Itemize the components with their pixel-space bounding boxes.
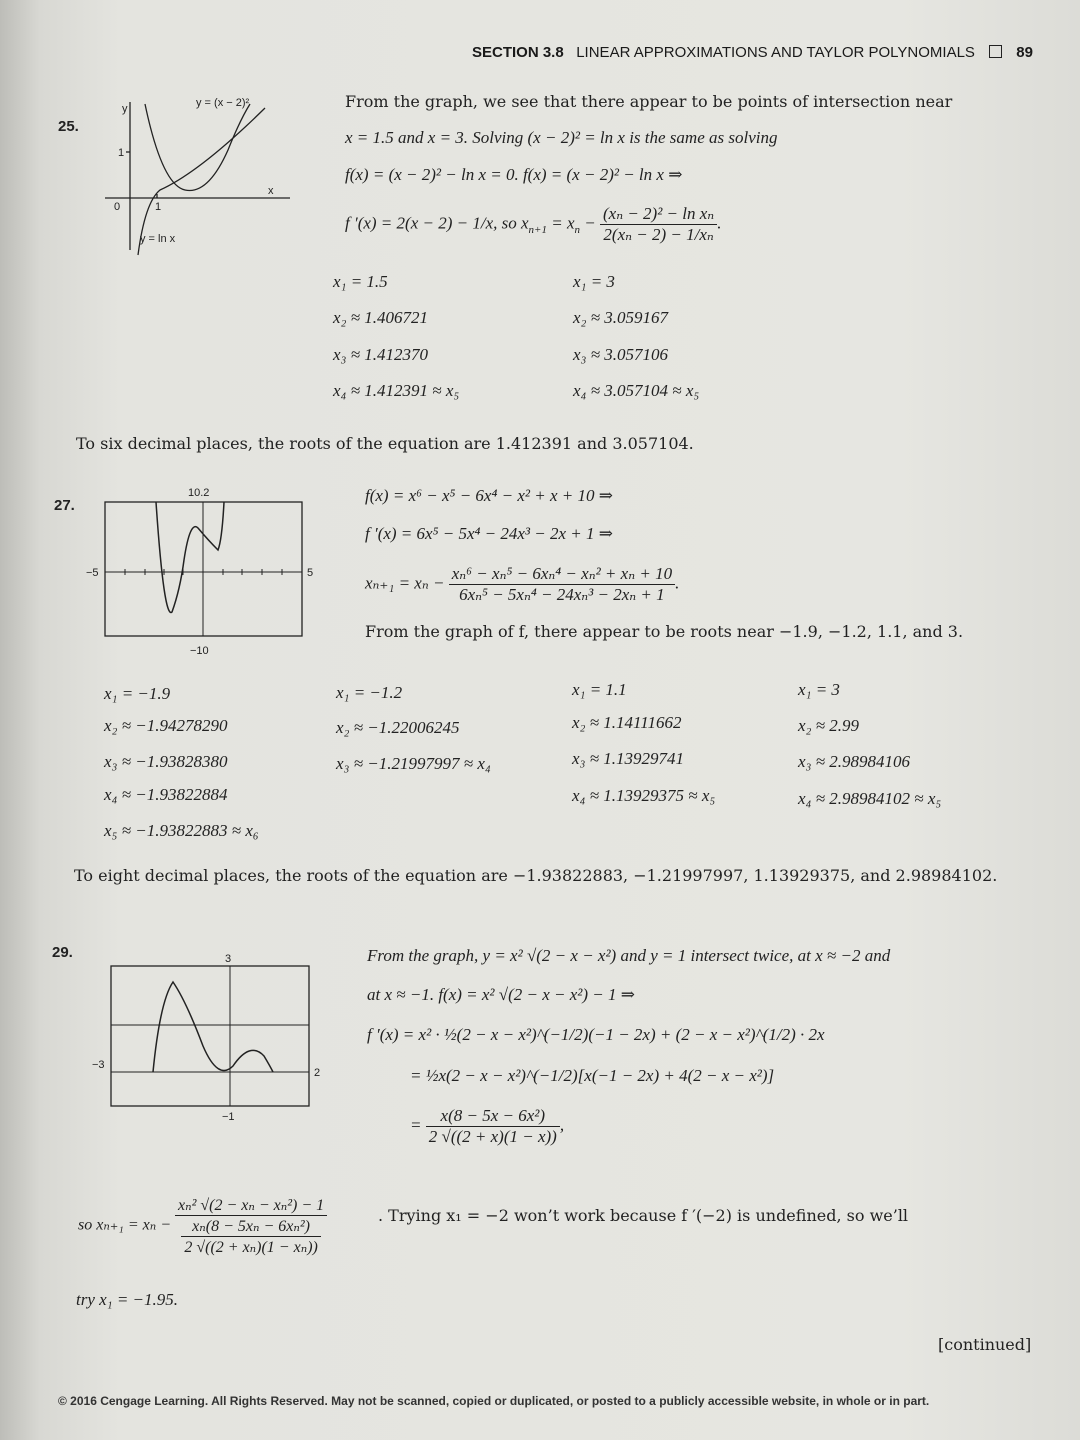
label-top: 3 [225, 953, 232, 965]
p29-newton-den [175, 1216, 327, 1257]
p27-frac-den: 6xₙ⁵ − 5xₙ⁴ − 24xₙ³ − 2xₙ + 1 [459, 585, 665, 604]
label-x-axis: x [268, 185, 274, 197]
p29-newton-num: xₙ² √(2 − xₙ − xₙ²) − 1 [175, 1195, 327, 1216]
label-one-y: 1 [118, 147, 125, 159]
p25-col2-r2: x₂ ≈ 3.059167 [573, 308, 669, 327]
p27-c1-r3: x₃ ≈ −1.93828380 [104, 752, 228, 771]
p29-fraction-inner [181, 1216, 321, 1257]
page-number: 89 [1016, 44, 1033, 61]
p27-eq3-lhs: xₙ₊₁ = xₙ − [365, 573, 445, 593]
p29-try-line: try x₁ = −1.95. [76, 1290, 179, 1309]
graph-29-frame [111, 966, 309, 1106]
p29-line4: = ½x(2 − x − x²)^(−1/2)[x(−1 − 2x) + 4(2 − x − x²)] [410, 1066, 775, 1085]
running-header [472, 44, 1033, 61]
p29-frac-den: 2 √((2 + x)(1 − x)) [428, 1127, 557, 1146]
p25-newton-c: − [580, 213, 596, 233]
problem-number-27: 27. [54, 497, 75, 514]
p25-frac-num: (xₙ − 2)² − ln xₙ [600, 204, 717, 225]
p29-newton [78, 1195, 327, 1257]
p29-fraction-outer [175, 1195, 327, 1257]
p27-c1-r1: x₁ = −1.9 [104, 684, 171, 703]
p27-c4-r4: x₄ ≈ 2.98984102 ≈ x₅ [798, 789, 942, 808]
p25-col2-r4: x₄ ≈ 3.057104 ≈ x₅ [573, 381, 700, 400]
problem-number-29: 29. [52, 944, 73, 961]
label-left: −3 [92, 1059, 105, 1071]
p29-newton-lhs: so xₙ₊₁ = xₙ − [78, 1216, 171, 1234]
p29-trying: . Trying x₁ = −2 won’t work because f ′(−2) is undefined, so we’ll [378, 1206, 909, 1225]
section-title: LINEAR APPROXIMATIONS AND TAYLOR POLYNOMIALS [576, 44, 975, 61]
p25-line3: f(x) = (x − 2)² − ln x = 0. f(x) = (x − 2)² − ln x ⇒ [345, 165, 683, 184]
function-curve [153, 982, 273, 1072]
p27-c2-r3: x₃ ≈ −1.21997997 ≈ x₄ [336, 754, 491, 773]
p27-eq2: f ′(x) = 6x⁵ − 5x⁴ − 24x³ − 2x + 1 ⇒ [365, 524, 614, 543]
p25-newton-sub2: n [574, 223, 580, 236]
p25-newton-sub1: n+1 [528, 223, 547, 236]
p25-line2: x = 1.5 and x = 3. Solving (x − 2)² = ln x is the same as solving [345, 128, 778, 147]
p25-col1-r1: x₁ = 1.5 [333, 272, 388, 291]
p29-line2: at x ≈ −1. f(x) = x² √(2 − x − x²) − 1 ⇒ [367, 985, 636, 1004]
p27-c1-r2: x₂ ≈ −1.94278290 [104, 716, 228, 735]
parabola-curve [145, 104, 250, 191]
p25-newton-a: f ′(x) = 2(x − 2) − 1/x, so x [345, 213, 529, 233]
graph-29 [88, 946, 338, 1131]
graph-25 [100, 90, 300, 260]
label-origin: 0 [114, 201, 121, 213]
p25-frac-den: 2(xₙ − 2) − 1/xₙ [603, 225, 714, 244]
label-bottom: −10 [190, 645, 209, 657]
p29-line5: = $\frac{\text{x(8 − 5x − 6x²)}}{2 √((2 + x)(1 - x))}$ , [410, 1106, 565, 1146]
p29-line1: From the graph, y = x² √(2 − x − x²) and y = 1 intersect twice, at x ≈ −2 and [367, 946, 891, 965]
p25-col2-r1: x₁ = 3 [573, 272, 615, 291]
p25-col1-r3: x₃ ≈ 1.412370 [333, 345, 429, 364]
p29-newton-den-num: xₙ(8 − 5xₙ − 6xₙ²) [181, 1216, 321, 1237]
label-parabola: y = (x − 2)² [196, 97, 250, 109]
p27-c4-r1: x₁ = 3 [798, 680, 840, 699]
copyright-footer: © 2016 Cengage Learning. All Rights Reserved. May not be scanned, copied or duplicated, or posted to a publicly accessible website, in whole or in part. [58, 1394, 930, 1408]
p25-col1-r4: x₄ ≈ 1.412391 ≈ x₅ [333, 381, 460, 400]
p27-c1-r5: x₅ ≈ −1.93822883 ≈ x₆ [104, 821, 259, 840]
polynomial-curve [156, 502, 224, 613]
p27-c4-r2: x₂ ≈ 2.99 [798, 716, 860, 735]
p27-frac-num: xₙ⁶ − xₙ⁵ − 6xₙ⁴ − xₙ² + xₙ + 10 [449, 564, 675, 585]
p27-c3-r2: x₂ ≈ 1.14111662 [572, 713, 682, 732]
p27-c3-r1: x₁ = 1.1 [572, 680, 627, 699]
square-icon [989, 45, 1002, 58]
p27-conclusion: To eight decimal places, the roots of the equation are −1.93822883, −1.21997997, 1.13929375, and 2.98984102. [74, 866, 998, 885]
p25-col1-r2: x₂ ≈ 1.406721 [333, 308, 429, 327]
label-right: 5 [307, 567, 314, 579]
p25-col2-r3: x₃ ≈ 3.057106 [573, 345, 669, 364]
label-right: 2 [314, 1067, 321, 1079]
p25-newton: f ′(x) = 2(x − 2) − 1/x, so $x_{n+1} = x_n$ − $\frac{\text{(xₙ − 2)² − ln xₙ}}{\text{2(xₙ − 2) − 1/xₙ}}$ . [345, 204, 722, 244]
graph-27 [80, 480, 330, 660]
p27-roots-note: From the graph of f, there appear to be roots near −1.9, −1.2, 1.1, and 3. [365, 622, 964, 641]
p25-conclusion: To six decimal places, the roots of the equation are 1.412391 and 3.057104. [76, 434, 694, 453]
p27-c1-r4: x₄ ≈ −1.93822884 [104, 785, 228, 804]
p29-frac-num: x(8 − 5x − 6x²) [426, 1106, 560, 1127]
label-y-axis: y [122, 103, 128, 115]
p27-c2-r1: x₁ = −1.2 [336, 683, 403, 702]
p27-fraction [449, 564, 675, 605]
p25-fraction [600, 204, 717, 245]
p27-c4-r3: x₃ ≈ 2.98984106 [798, 752, 911, 771]
label-one-x: 1 [155, 201, 162, 213]
label-bottom: −1 [222, 1111, 235, 1123]
p27-eq1: f(x) = x⁶ − x⁵ − 6x⁴ − x² + x + 10 ⇒ [365, 486, 613, 505]
p29-line3: f ′(x) = x² · ½(2 − x − x²)^(−1/2)(−1 − 2x) + (2 − x − x²)^(1/2) · 2x [367, 1025, 825, 1044]
section-label: SECTION 3.8 [472, 44, 564, 61]
label-top: 10.2 [188, 487, 210, 499]
p27-c3-r4: x₄ ≈ 1.13929375 ≈ x₅ [572, 786, 716, 805]
p27-c3-r3: x₃ ≈ 1.13929741 [572, 749, 685, 768]
label-ln: y = ln x [140, 233, 176, 245]
p25-line1: From the graph, we see that there appear to be points of intersection near [345, 92, 953, 111]
continued-label: [continued] [938, 1335, 1032, 1354]
p27-c2-r2: x₂ ≈ −1.22006245 [336, 718, 460, 737]
p29-fraction [426, 1106, 560, 1147]
label-left: −5 [86, 567, 99, 579]
problem-number-25: 25. [58, 118, 79, 135]
p29-newton-den-den: 2 √((2 + xₙ)(1 − xₙ)) [184, 1239, 318, 1256]
p27-eq3: xₙ₊₁ = xₙ − $\frac{\text{xₙ⁶ − xₙ⁵ − 6xₙ⁴ − xₙ² + xₙ + 10}}{\text{6xₙ⁵ − 5xₙ⁴ − 24xₙ³ − 2xₙ + 1}}$ . [365, 564, 680, 604]
p25-newton-b: = x [546, 213, 575, 233]
